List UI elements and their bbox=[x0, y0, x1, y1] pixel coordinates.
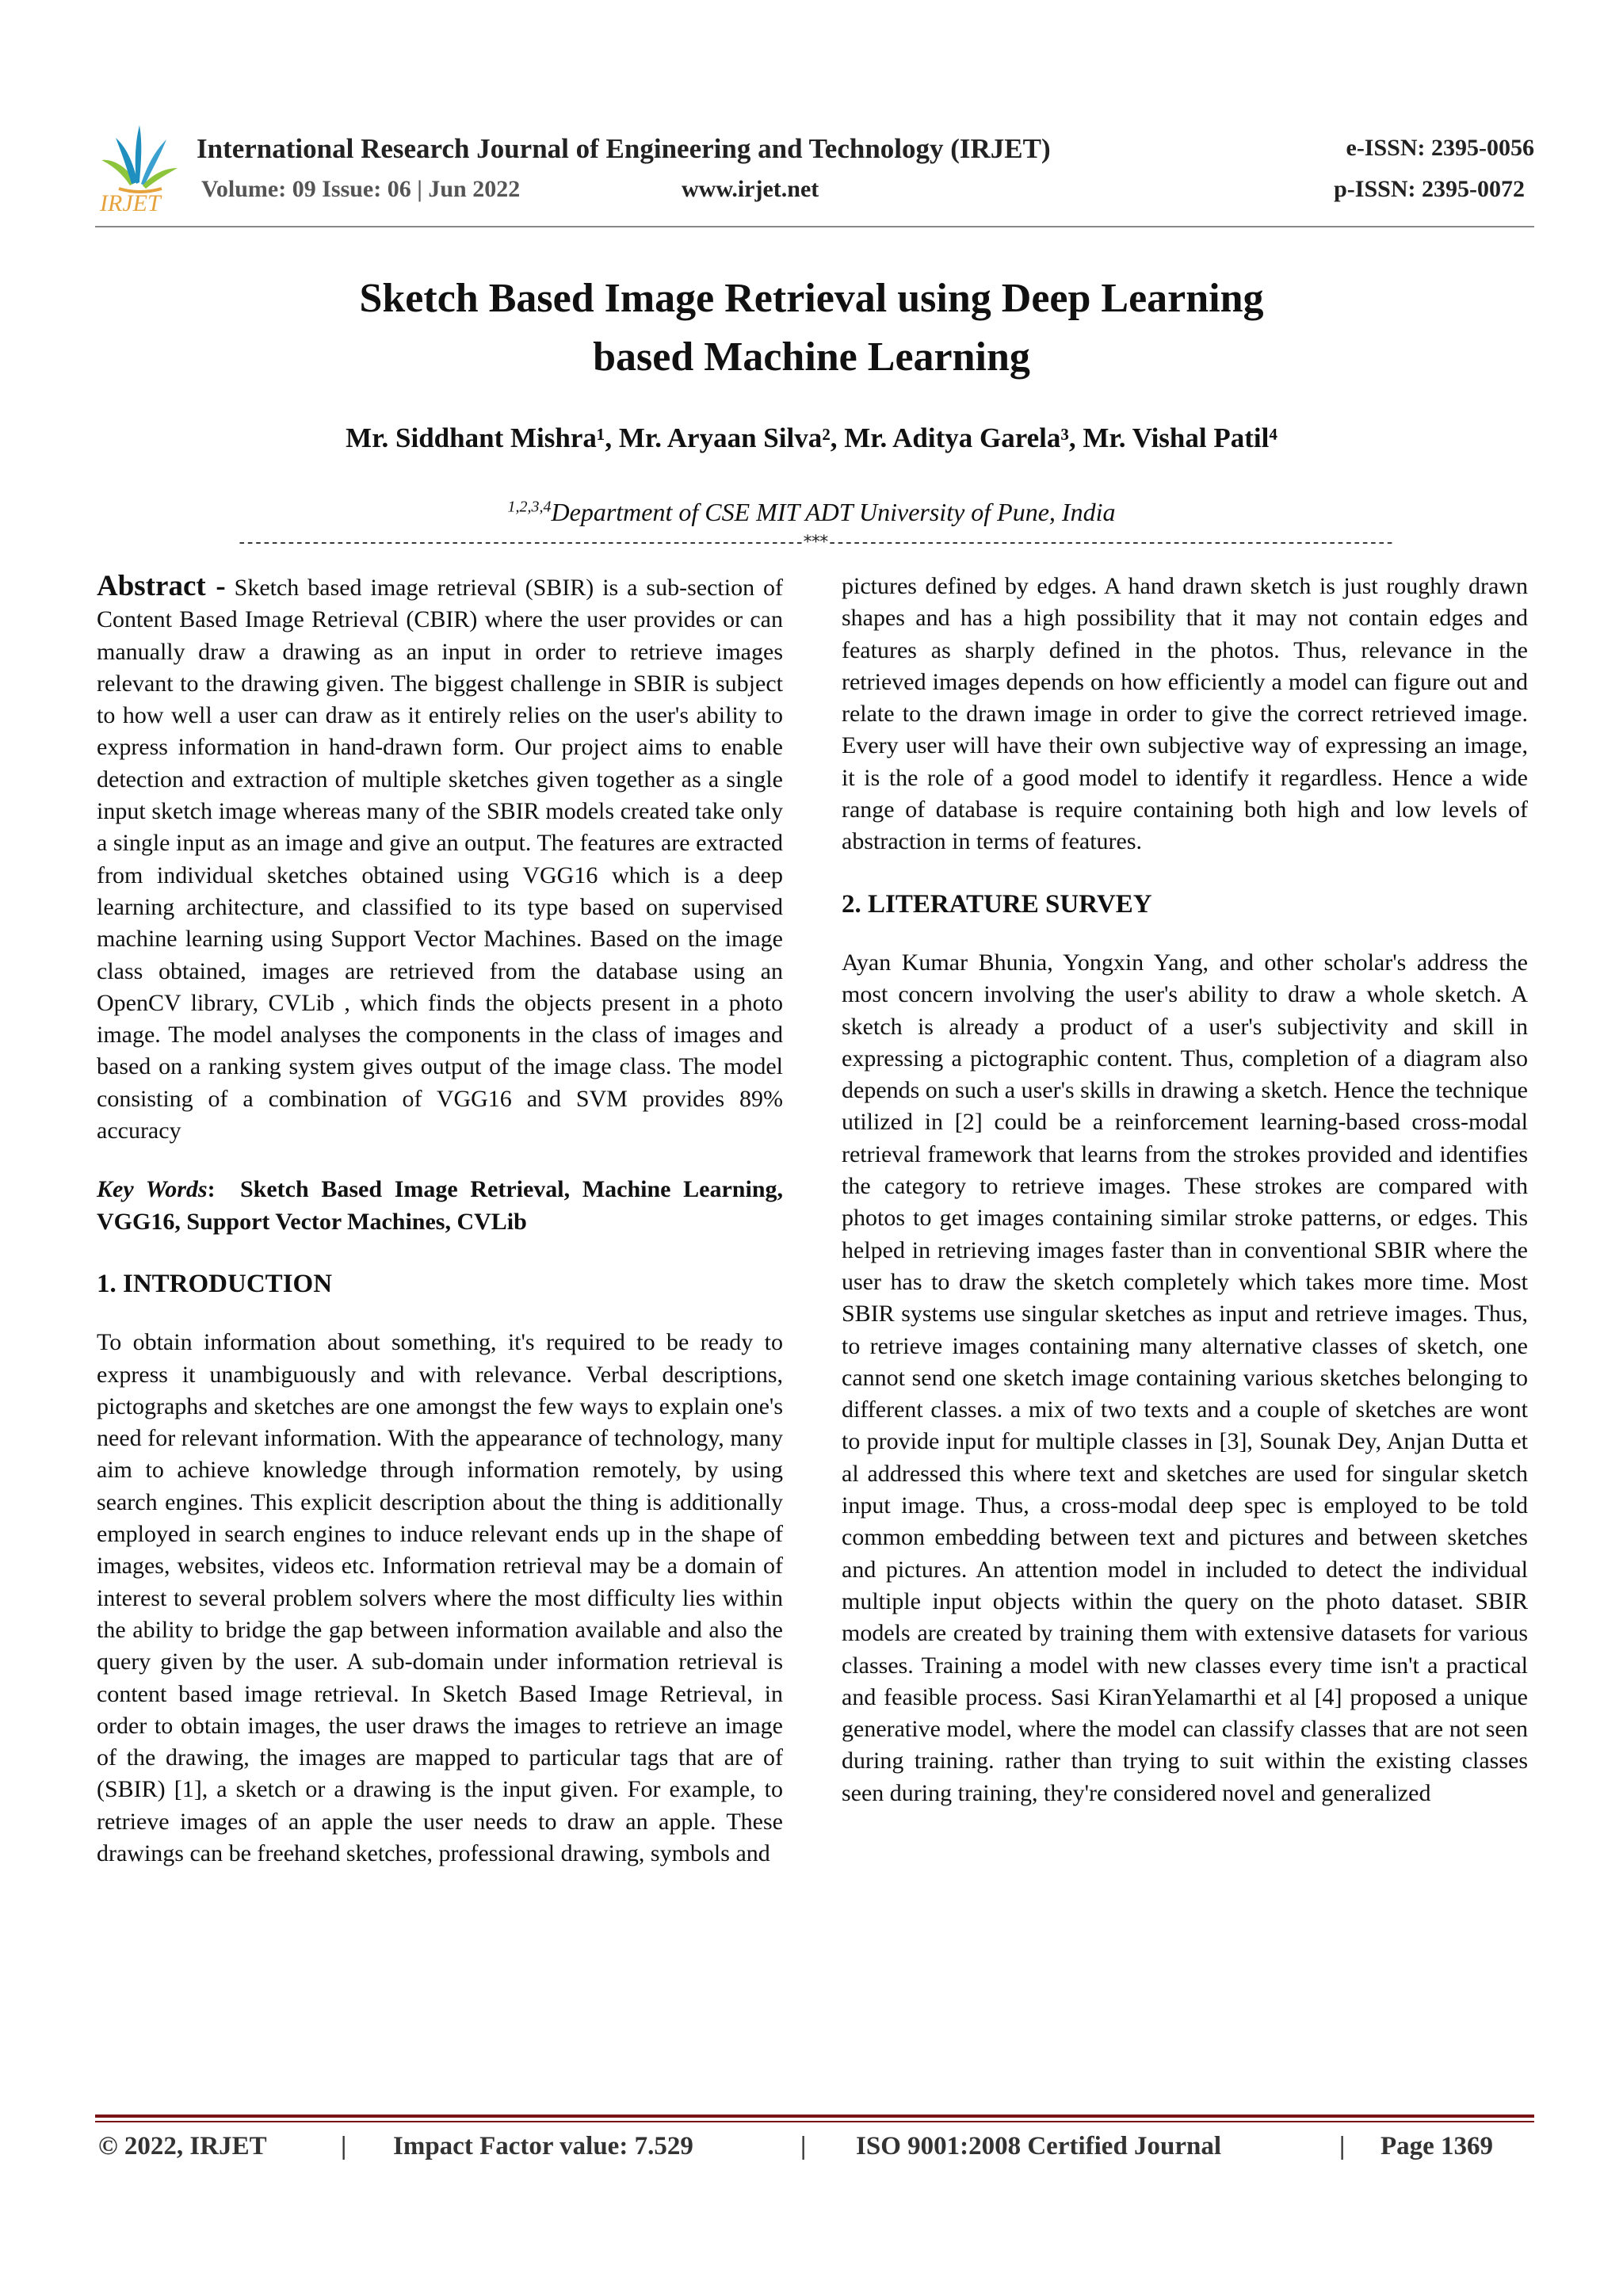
introduction-heading: 1. INTRODUCTION bbox=[97, 1269, 333, 1298]
affiliation bbox=[0, 498, 1623, 527]
introduction-text: To obtain information about something, it's required to be ready to express it unambiguously and with relevance. Verbal descriptions, pictographs and sketches are one amongst the few ways to explain one's need for relevant information. With the appearance of technology, many aim to achieve knowledge through information remotely, by using search engines. This explicit description about the thing is additionally employed in search engines to induce relevant ends up in the shape of images, websites, videos etc. Information retrieval may be a domain of interest to several problem solvers where the most difficulty lies within the ability to bridge the gap between information available and also the query given by the user. A sub-domain under information retrieval is content based image retrieval. In Sketch Based Image Retrieval, in order to obtain images, the user draws the images to retrieve an image of the drawing, the images are mapped to particular tags that are of (SBIR) [1], a sketch or a drawing is the input given. For example, to retrieve images of an apple the user needs to draw an apple. These drawings can be freehand sketches, professional drawing, symbols and bbox=[97, 1329, 783, 1866]
footer-separator-3: | bbox=[1339, 2132, 1346, 2160]
pissn: p-ISSN: 2395-0072 bbox=[1334, 176, 1525, 202]
keywords-paragraph: Key Words: Sketch Based Image Retrieval, Machine Learning, VGG16, Support Vector Machines, CVLib bbox=[97, 1176, 784, 1235]
literature-survey-heading: 2. LITERATURE SURVEY bbox=[842, 889, 1152, 919]
logo-wordmark: IRJET bbox=[100, 190, 161, 214]
footer-impact-factor: Impact Factor value: 7.529 bbox=[393, 2132, 693, 2160]
journal-website-link[interactable]: www.irjet.net bbox=[682, 176, 819, 202]
footer-separator-1: | bbox=[341, 2132, 347, 2160]
affiliation-superscript: 1,2,3,4 bbox=[507, 498, 552, 516]
affiliation-text: Department of CSE MIT ADT University of Pune, India bbox=[551, 498, 1116, 526]
footer-rule-thin bbox=[95, 2121, 1534, 2122]
journal-name: International Research Journal of Engineering and Technology (IRJET) bbox=[197, 133, 1051, 164]
header-divider bbox=[95, 226, 1534, 227]
keywords-text: Sketch Based Image Retrieval, Machine Learning, VGG16, Support Vector Machines, CVLib bbox=[97, 1176, 784, 1235]
footer-iso-certification: ISO 9001:2008 Certified Journal bbox=[856, 2132, 1222, 2160]
footer-copyright: © 2022, IRJET bbox=[98, 2132, 267, 2160]
irjet-logo-icon bbox=[95, 119, 182, 214]
literature-survey-text: Ayan Kumar Bhunia, Yongxin Yang, and other scholar's address the most concern involving the user's ability to draw a whole sketch. A sketch is already a product of a user's subjectivity and skill in expressing a pictographic content. Thus, completion of a diagram also depends on such a user's skills in drawing a sketch. Hence the technique utilized in [2] could be a reinforcement learning-based cross-modal retrieval framework that learns from the strokes provided and identifies the category to retrieve images. These strokes are compared with photos to get images containing similar stroke patterns, or edges. This helped in retrieving images faster than in conventional SBIR where the user has to draw the sketch completely which takes more time. Most SBIR systems use singular sketches as input and retrieve images. Thus, to retrieve images containing many alternative classes of sketch, one cannot send one sketch image containing various sketches belonging to different classes. a mix of two texts and a couple of sketches are wont to provide input for multiple classes in [3], Sounak Dey, Anjan Dutta et al addressed this where text and sketches are used for singular sketch input image. Thus, a cross-modal deep spec is employed to be told common embedding between text and pictures and between sketches and pictures. An attention model in included to detect the individual multiple input objects within the query on the photo dataset. SBIR models are created by training them with extensive datasets for various classes. Training a model with new classes every time isn't a practical and feasible process. Sasi KiranYelamarthi et al [4] proposed a unique generative model, where the model can classify classes that are not seen during training. rather than trying to suit within the existing classes seen during training, they're considered novel and generalized bbox=[842, 949, 1529, 1806]
volume-issue: Volume: 09 Issue: 06 | Jun 2022 bbox=[201, 176, 521, 202]
paper-title-line-2: based Machine Learning bbox=[593, 334, 1030, 380]
journal-header bbox=[95, 119, 1534, 222]
eissn: e-ISSN: 2395-0056 bbox=[1346, 135, 1534, 161]
keywords-label: Key Words bbox=[97, 1176, 208, 1203]
page-footer bbox=[95, 2132, 1534, 2172]
paper-title bbox=[0, 269, 1623, 387]
author-list: Mr. Siddhant Mishra¹, Mr. Aryaan Silva², Mr. Aditya Garela³, Mr. Vishal Patil⁴ bbox=[346, 422, 1277, 453]
right-column bbox=[842, 571, 1528, 1809]
paper-title-line-1: Sketch Based Image Retrieval using Deep Learning bbox=[359, 276, 1264, 321]
left-column bbox=[97, 571, 783, 1870]
footer-page-number: Page 1369 bbox=[1381, 2132, 1494, 2160]
section-separator: ---------------------------------------------------------------------***--------------------------------------------------------------------- bbox=[236, 533, 1393, 552]
abstract-text: Sketch based image retrieval (SBIR) is a sub-section of Content Based Image Retrieval (CBIR) where the user provides or can manually draw a drawing as an input in order to retrieve images relevant to the drawing given. The biggest challenge in SBIR is subject to how well a user can draw as it entirely relies on the user's ability to express information in hand-drawn form. Our project aims to enable detection and extraction of multiple sketches given together as a single input sketch image whereas many of the SBIR models created take only a single input as an image and give an output. The features are extracted from individual sketches obtained using VGG16 which is a deep learning architecture, and classified to its type based on supervised machine learning using Support Vector Machines. Based on the image class obtained, images are retrieved from the database using an OpenCV library, CVLib , which finds the objects present in a photo image. The model analyses the components in the class of images and based on a ranking system gives output of the image class. The model consisting of a combination of VGG16 and SVM provides 89% accuracy bbox=[97, 575, 784, 1144]
footer-separator-2: | bbox=[800, 2132, 807, 2160]
footer-rule-thick bbox=[95, 2115, 1534, 2118]
abstract-paragraph bbox=[97, 571, 783, 1147]
introduction-continued-text: pictures defined by edges. A hand drawn sketch is just roughly drawn shapes and has a high possibility that it may not contain edges and features as sharply defined in the photos. Thus, relevance in the retrieved images depends on how efficiently a model can figure out and relate to the drawn image in order to give the correct retrieved image. Every user will have their own subjective way of expressing an image, it is the role of a good model to identify it regardless. Hence a wide range of database is require containing both high and low levels of abstraction in terms of features. bbox=[842, 573, 1528, 855]
abstract-label: Abstract - bbox=[97, 570, 226, 602]
